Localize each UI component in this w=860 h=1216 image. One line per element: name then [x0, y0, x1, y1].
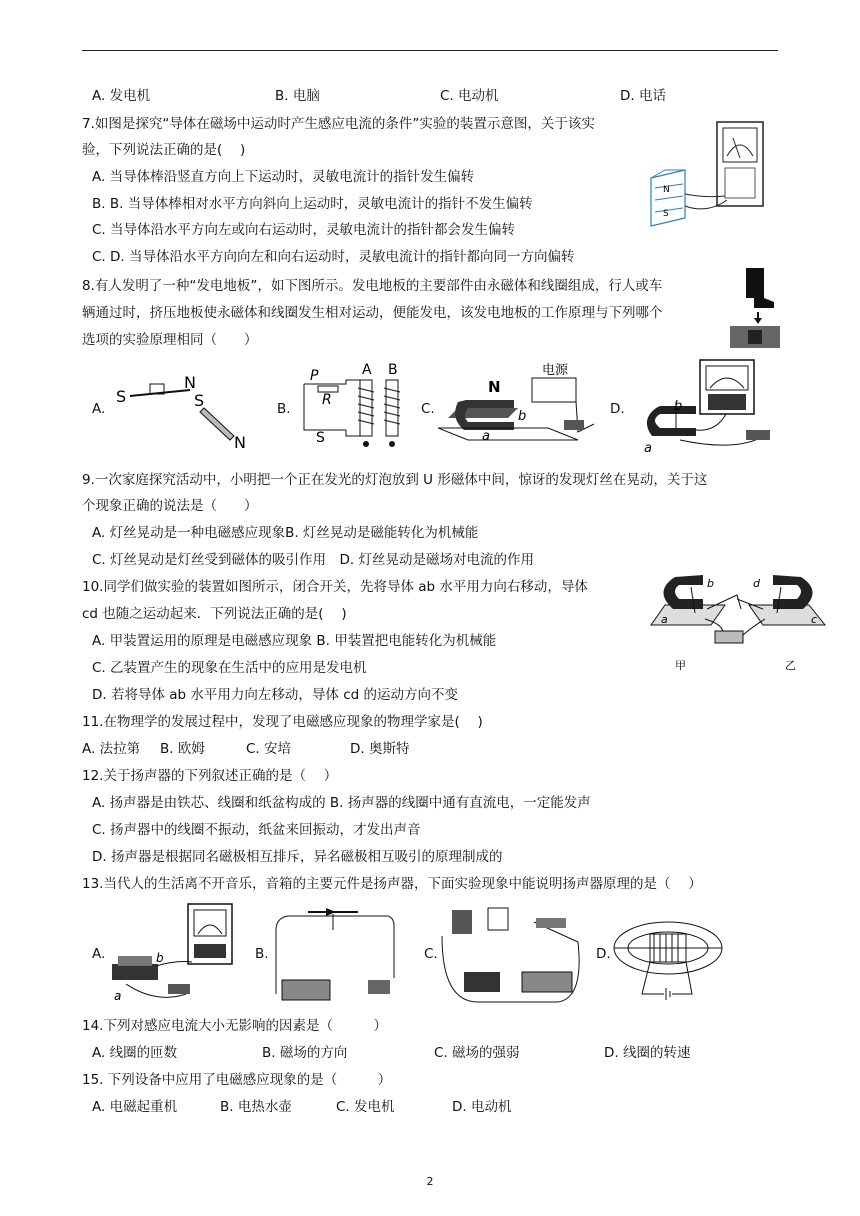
q13-option-b-letter: B. — [255, 946, 269, 962]
q8-b-label-r: R — [322, 392, 332, 408]
q10-stem-line1: 10.同学们做实验的装置如图所示，闭合开关，先将导体 ab 水平用力向右移动，导体 — [82, 579, 588, 595]
q8-a-label-n1: N — [184, 373, 196, 392]
q11-option-b: B. 欧姆 — [160, 741, 205, 757]
q8-figure-c — [438, 358, 598, 452]
q15-option-d: D. 电动机 — [452, 1099, 512, 1115]
q8-b-label-s: S — [316, 430, 325, 446]
q6-option-d: D. 电话 — [620, 88, 666, 104]
q8-d-label-a: a — [644, 441, 652, 456]
q13-figure-b — [268, 906, 403, 1006]
q7-fig-label-n: N — [663, 185, 670, 195]
q8-c-label-n: N — [488, 378, 501, 396]
q8-figure-d — [636, 356, 776, 456]
q13-option-c-letter: C. — [424, 946, 438, 962]
q7-stem-line1: 7.如图是探究“导体在磁场中运动时产生感应电流的条件”实验的装置示意图，关于该实 — [82, 116, 595, 132]
q7-option-a: A. 当导体棒沿竖直方向上下运动时，灵敏电流计的指针发生偏转 — [92, 169, 475, 185]
q8-a-label-n2: N — [234, 433, 246, 452]
q10-fig-label-a: a — [661, 613, 668, 626]
q13-figure-a — [106, 900, 236, 1006]
q7-option-b: B. B. 当导体棒相对水平方向斜向上运动时，灵敏电流计的指针不发生偏转 — [92, 196, 533, 212]
page-number: 2 — [426, 1175, 434, 1188]
q7-option-d: C. D. 当导体沿水平方向向左和向右运动时，灵敏电流计的指针都向同一方向偏转 — [92, 249, 575, 265]
q13-figure-c — [438, 902, 588, 1006]
q8-c-label-a: a — [482, 429, 490, 444]
q10-fig-label-b: b — [707, 577, 714, 590]
q14-option-b: B. 磁场的方向 — [262, 1045, 348, 1061]
q13-a-label-b: b — [156, 951, 164, 965]
q6-option-b: B. 电脑 — [275, 88, 320, 104]
q8-stem-line2: 辆通过时，挤压地板使永磁体和线圈发生相对运动，便能发电，该发电地板的工作原理与下列哪个 — [82, 305, 663, 321]
q15-option-a: A. 电磁起重机 — [92, 1099, 178, 1115]
q8-stem-line3: 选项的实验原理相同（ ） — [82, 332, 258, 348]
q11-option-c: C. 安培 — [246, 741, 292, 757]
q9-stem-line2: 个现象正确的说法是（ ） — [82, 498, 258, 514]
q13-a-label-a: a — [114, 989, 122, 1003]
q10-figure — [645, 565, 831, 675]
q14-option-c: C. 磁场的强弱 — [434, 1045, 520, 1061]
q9-options-line2: C. 灯丝晃动是灯丝受到磁体的吸引作用 D. 灯丝晃动是磁场对电流的作用 — [92, 552, 534, 568]
q10-fig-label-d: d — [753, 577, 760, 590]
q7-option-c: C. 当导体沿水平方向左或向右运动时，灵敏电流计的指针都会发生偏转 — [92, 222, 516, 238]
q7-figure — [645, 118, 770, 228]
q8-c-label-b: b — [518, 409, 527, 424]
q6-option-c: C. 电动机 — [440, 88, 499, 104]
q15-option-c: C. 发电机 — [336, 1099, 395, 1115]
q8-b-label-p: P — [310, 368, 319, 384]
q12-options-line2: C. 扬声器中的线圈不振动，纸盆来回振动，才发出声音 — [92, 822, 421, 838]
q8-a-label-s1: S — [116, 387, 127, 406]
q10-options-line3: D. 若将导体 ab 水平用力向左移动，导体 cd 的运动方向不变 — [92, 687, 458, 703]
q11-stem: 11.在物理学的发展过程中，发现了电磁感应现象的物理学家是( ) — [82, 714, 483, 730]
q15-stem: 15. 下列设备中应用了电磁感应现象的是（ ） — [82, 1072, 392, 1088]
q10-fig-label-jia: 甲 — [675, 659, 686, 672]
q8-d-label-b: b — [674, 399, 683, 414]
q8-a-label-s2: S — [194, 391, 205, 410]
q13-option-d-letter: D. — [596, 946, 611, 962]
q9-stem-line1: 9.一次家庭探究活动中，小明把一个正在发光的灯泡放到 U 形磁体中间，惊讶的发现灯丝在晃动，关于这 — [82, 472, 708, 488]
q8-b-label-b: B — [388, 362, 398, 378]
q8-option-c-letter: C. — [421, 401, 435, 417]
q7-stem-line2: 验，下列说法正确的是( ) — [82, 142, 246, 158]
q8-c-label-source: 电源 — [542, 363, 569, 378]
q6-option-a: A. 发电机 — [92, 88, 151, 104]
q8-option-a-letter: A. — [92, 401, 106, 417]
q8-figure-a — [110, 362, 255, 452]
q10-options-line1: A. 甲装置运用的原理是电磁感应现象 B. 甲装置把电能转化为机械能 — [92, 633, 497, 649]
q8-option-d-letter: D. — [610, 401, 625, 417]
q10-fig-label-yi: 乙 — [785, 659, 796, 672]
q13-option-a-letter: A. — [92, 946, 106, 962]
q10-stem-line2: cd 也随之运动起来．下列说法正确的是( ) — [82, 606, 347, 622]
q11-option-a: A. 法拉第 — [82, 741, 141, 757]
q15-option-b: B. 电热水壶 — [220, 1099, 292, 1115]
q12-stem: 12.关于扬声器的下列叙述正确的是（ ） — [82, 768, 338, 784]
q8-floor-figure — [730, 268, 780, 350]
q8-option-b-letter: B. — [277, 401, 291, 417]
q13-figure-d — [612, 908, 727, 1006]
q9-options-line1: A. 灯丝晃动是一种电磁感应现象B. 灯丝晃动是磁能转化为机械能 — [92, 525, 479, 541]
q8-stem-line1: 8.有人发明了一种“发电地板”，如下图所示。发电地板的主要部件由永磁体和线圈组成，行人或车 — [82, 278, 663, 294]
q10-fig-label-c: c — [811, 613, 818, 626]
q8-b-label-a: A — [362, 362, 372, 378]
q14-option-d: D. 线圈的转速 — [604, 1045, 691, 1061]
q14-stem: 14.下列对感应电流大小无影响的因素是（ ） — [82, 1018, 387, 1034]
q11-option-d: D. 奥斯特 — [350, 741, 410, 757]
q14-option-a: A. 线圈的匝数 — [92, 1045, 178, 1061]
q8-figure-b — [296, 360, 416, 452]
header-rule — [82, 50, 778, 51]
q12-options-line1: A. 扬声器是由铁芯、线圈和纸盆构成的 B. 扬声器的线圈中通有直流电，一定能发声 — [92, 795, 591, 811]
q7-fig-label-s: S — [663, 209, 669, 219]
q13-stem: 13.当代人的生活离不开音乐，音箱的主要元件是扬声器，下面实验现象中能说明扬声器原理的是（ ） — [82, 876, 702, 892]
q10-options-line2: C. 乙装置产生的现象在生活中的应用是发电机 — [92, 660, 367, 676]
q12-options-line3: D. 扬声器是根据同名磁极相互排斥，异名磁极相互吸引的原理制成的 — [92, 849, 503, 865]
